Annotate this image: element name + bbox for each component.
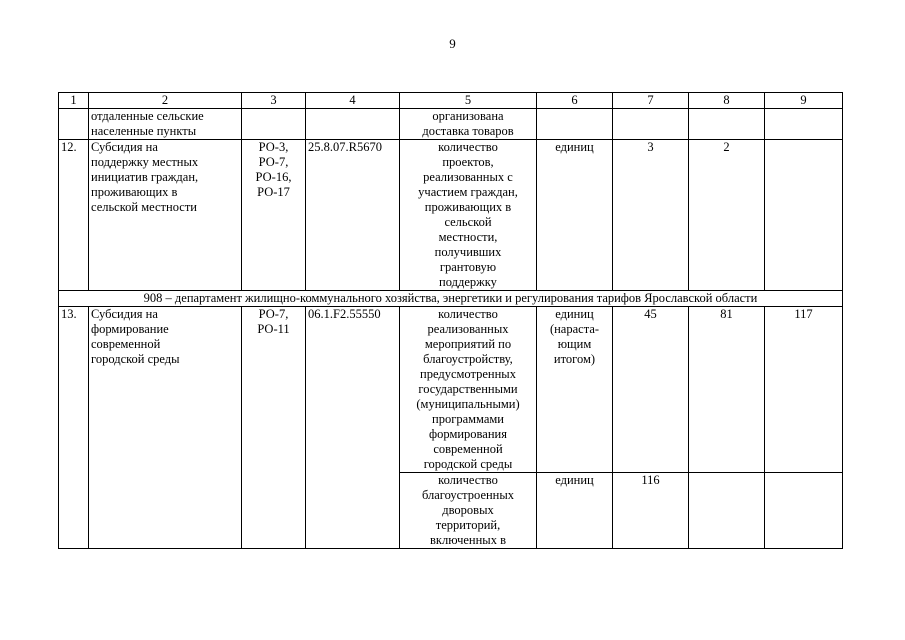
- row13-v8-2: [689, 473, 765, 549]
- table-row-13a: [59, 307, 843, 473]
- row12-v7: 3: [613, 140, 689, 291]
- header-cell-1: 1: [59, 93, 89, 109]
- row13-num: 13.: [59, 307, 89, 549]
- document-table: [58, 92, 843, 549]
- row13-unit-1: единиц (нараста- ющим итогом): [537, 307, 613, 473]
- row13-v7-1: 45: [613, 307, 689, 473]
- header-cell-6: 6: [537, 93, 613, 109]
- header-cell-8: 8: [689, 93, 765, 109]
- row12-indicator: количество проектов, реализованных с участием граждан, проживающих в сельской местности, получивших грантовую поддержку: [400, 140, 537, 291]
- row12-unit: единиц: [537, 140, 613, 291]
- row13-v9-1: 117: [765, 307, 843, 473]
- row13-indicator-2: количество благоустроенных дворовых территорий, включенных в: [400, 473, 537, 549]
- row13-code: 06.1.F2.55550: [306, 307, 400, 549]
- department-row: [59, 291, 843, 307]
- row12-regions: РО-3, РО-7, РО-16, РО-17: [242, 140, 306, 291]
- cont-unit-cell: [537, 109, 613, 140]
- row12-v8: 2: [689, 140, 765, 291]
- row13-unit-2: единиц: [537, 473, 613, 549]
- table-row-continuation: [59, 109, 843, 140]
- row13-indicator-1: количество реализованных мероприятий по благоустройству, предусмотренных государственными (муниципальными) программами формирования современной городской среды: [400, 307, 537, 473]
- cont-num-cell: [59, 109, 89, 140]
- cont-indicator-cell: организована доставка товаров: [400, 109, 537, 140]
- row13-v8-1: 81: [689, 307, 765, 473]
- cont-regions-cell: [242, 109, 306, 140]
- cont-code-cell: [306, 109, 400, 140]
- row12-v9: [765, 140, 843, 291]
- header-cell-4: 4: [306, 93, 400, 109]
- table-header-row: [59, 93, 843, 109]
- header-cell-3: 3: [242, 93, 306, 109]
- row13-regions: РО-7, РО-11: [242, 307, 306, 549]
- table-row-12: [59, 140, 843, 291]
- header-cell-9: 9: [765, 93, 843, 109]
- row13-v7-2: 116: [613, 473, 689, 549]
- page-number: 9: [449, 36, 456, 51]
- row12-name: Субсидия на поддержку местных инициатив граждан, проживающих в сельской местности: [89, 140, 242, 291]
- row12-num: 12.: [59, 140, 89, 291]
- header-cell-5: 5: [400, 93, 537, 109]
- row13-v9-2: [765, 473, 843, 549]
- cont-v7-cell: [613, 109, 689, 140]
- header-cell-2: 2: [89, 93, 242, 109]
- header-cell-7: 7: [613, 93, 689, 109]
- row12-code: 25.8.07.R5670: [306, 140, 400, 291]
- cont-v9-cell: [765, 109, 843, 140]
- department-heading: 908 – департамент жилищно-коммунального хозяйства, энергетики и регулирования тарифов Ярославской области: [59, 291, 843, 307]
- cont-name-cell: отдаленные сельские населенные пункты: [89, 109, 242, 140]
- cont-v8-cell: [689, 109, 765, 140]
- row13-name: Субсидия на формирование современной городской среды: [89, 307, 242, 549]
